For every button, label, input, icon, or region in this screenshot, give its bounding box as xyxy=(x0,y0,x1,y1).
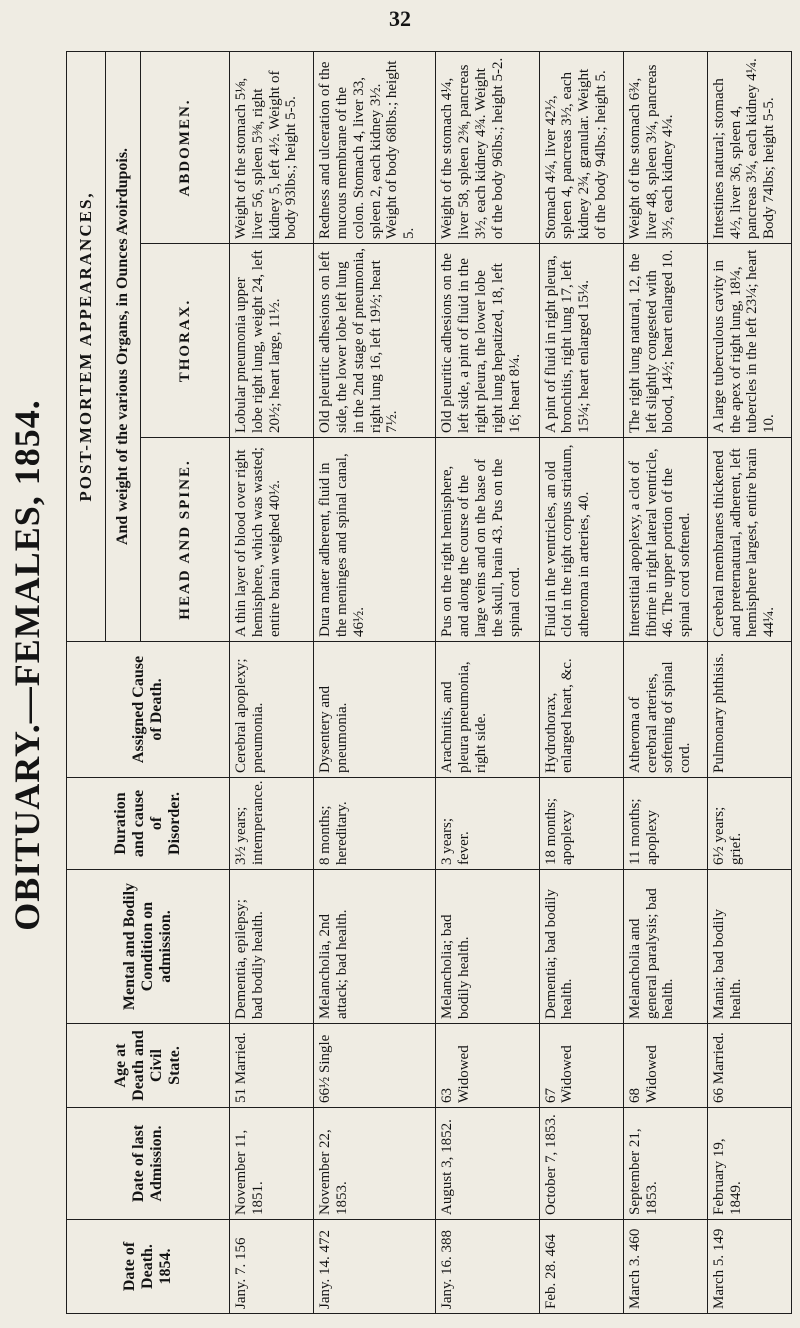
cell-death-date: Jany. 14. 472 xyxy=(314,1220,436,1314)
cell-abdomen: Weight of the stomach 6¾, liver 48, spleen 3¼, pancreas 3½, each kidney 4¼. xyxy=(623,51,707,243)
page-number: 32 xyxy=(389,6,411,31)
cell-age-civil-state: 66½ Single xyxy=(314,1024,436,1108)
table-row xyxy=(230,51,314,1313)
obituary-table-container xyxy=(66,52,792,1314)
cell-cause-of-death: Arachnitis, and pleura pneumonia, right side. xyxy=(436,642,539,778)
col-header-cause: Assigned Cause of Death. xyxy=(67,642,230,778)
cell-death-date: March 5. 149 xyxy=(707,1220,791,1314)
col-header-postmortem: POST-MORTEM APPEARANCES, xyxy=(67,51,106,641)
table-row xyxy=(539,51,623,1313)
cell-abdomen: Intestines natural; stomach 4½, liver 36, spleen 4, pancreas 3¼, each kidney 4¼. Body 74lbs; height 5-5. xyxy=(707,51,791,243)
cell-death-date: Feb. 28. 464 xyxy=(539,1220,623,1314)
cell-head-spine: Dura mater adherent, fluid in the meninges and spinal canal, 46½. xyxy=(314,438,436,642)
col-header-head-spine: HEAD AND SPINE. xyxy=(141,438,230,642)
cell-abdomen: Weight of the stomach 4¼, liver 58, spleen 2⅜, pancreas 3½, each kidney 4¾. Weight of the body 96lbs.; height 5-2. xyxy=(436,51,539,243)
cell-mental-condition: Dementia, epilepsy; bad bodily health. xyxy=(230,870,314,1024)
col-header-thorax: THORAX. xyxy=(141,244,230,438)
cell-cause-of-death: Cerebral apoplexy; pneumonia. xyxy=(230,642,314,778)
table-row xyxy=(314,51,436,1313)
col-header-death: Date of Death. 1854. xyxy=(67,1220,230,1314)
cell-thorax: A pint of fluid in right pleura, bronchitis, right lung 17, left 15¼; heart enlarged 15¼. xyxy=(539,244,623,438)
cell-mental-condition: Mania; bad bodily health. xyxy=(707,870,791,1024)
table-row xyxy=(623,51,707,1313)
table-row xyxy=(436,51,539,1313)
cell-age-civil-state: 66 Married. xyxy=(707,1024,791,1108)
cell-head-spine: Fluid in the ventricles, an old clot in the right corpus striatum, atheroma in arteries, 40. xyxy=(539,438,623,642)
cell-thorax: Old pleuritic adhesions on left side, the lower lobe left lung in the 2nd stage of pneumonia, right lung 16, left 19½; heart 7½. xyxy=(314,244,436,438)
cell-death-date: Jany. 16. 388 xyxy=(436,1220,539,1314)
cell-age-civil-state: 63 Widowed xyxy=(436,1024,539,1108)
cell-head-spine: Interstitial apoplexy, a clot of fibrine in right lateral ventricle, 46. The upper portion of the spinal cord softened. xyxy=(623,438,707,642)
cell-thorax: The right lung natural, 12, the left slightly congested with blood, 14½; heart enlarged 10. xyxy=(623,244,707,438)
obituary-table xyxy=(66,51,792,1314)
cell-mental-condition: Melancholia; bad bodily health. xyxy=(436,870,539,1024)
col-header-admission: Date of last Admission. xyxy=(67,1108,230,1220)
cell-admission-date: February 19, 1849. xyxy=(707,1108,791,1220)
cell-admission-date: August 3, 1852. xyxy=(436,1108,539,1220)
col-header-mental: Mental and Bodily Condition on admission. xyxy=(67,870,230,1024)
cell-thorax: Lobular pneumonia upper lobe right lung, weight 24, left 20½; heart large, 11½. xyxy=(230,244,314,438)
page-title: OBITUARY.—FEMALES, 1854. xyxy=(7,399,47,931)
cell-admission-date: September 21, 1853. xyxy=(623,1108,707,1220)
cell-abdomen: Weight of the stomach 5⅛, liver 56, spleen 5⅜, right kidney 5, left 4½. Weight of body 93lbs.; height 5-5. xyxy=(230,51,314,243)
cell-duration: 6½ years; grief. xyxy=(707,778,791,870)
cell-head-spine: Cerebral membranes thickened and preternatural, adherent, left hemisphere largest, entire brain 44¼. xyxy=(707,438,791,642)
cell-death-date: Jany. 7. 156 xyxy=(230,1220,314,1314)
cell-cause-of-death: Hydrothorax, enlarged heart, &c. xyxy=(539,642,623,778)
cell-head-spine: A thin layer of blood over right hemisphere, which was wasted; entire brain weighed 40½. xyxy=(230,438,314,642)
cell-duration: 8 months; hereditary. xyxy=(314,778,436,870)
cell-thorax: A large tuberculous cavity in the apex of right lung, 18¼, tubercles in the left 23¼; heart 10. xyxy=(707,244,791,438)
cell-admission-date: November 22, 1853. xyxy=(314,1108,436,1220)
cell-cause-of-death: Dysentery and pneumonia. xyxy=(314,642,436,778)
cell-head-spine: Pus on the right hemisphere, and along the course of the large veins and on the base of the skull, brain 43. Pus on the spinal cord. xyxy=(436,438,539,642)
cell-thorax: Old pleuritic adhesions on the left side, a pint of fluid in the right pleura, the lower lobe right lung hepatized, 18, left 16; heart 8¼. xyxy=(436,244,539,438)
col-header-age: Age at Death and Civil State. xyxy=(67,1024,230,1108)
cell-mental-condition: Melancholia, 2nd attack; bad health. xyxy=(314,870,436,1024)
cell-cause-of-death: Atheroma of cerebral arteries, softening of spinal cord. xyxy=(623,642,707,778)
table-row xyxy=(707,51,791,1313)
col-header-abdomen: ABDOMEN. xyxy=(141,51,230,243)
cell-abdomen: Stomach 4¼, liver 42½, spleen 4, pancreas 3½, each kidney 2¾, granular. Weight of the body 94lbs.; height 5. xyxy=(539,51,623,243)
cell-duration: 18 months; apoplexy xyxy=(539,778,623,870)
cell-duration: 3½ years; intemperance. xyxy=(230,778,314,870)
cell-admission-date: November 11, 1851. xyxy=(230,1108,314,1220)
col-header-duration: Duration and cause of Disorder. xyxy=(67,778,230,870)
cell-mental-condition: Melancholia and general paralysis; bad health. xyxy=(623,870,707,1024)
cell-admission-date: October 7, 1853. xyxy=(539,1108,623,1220)
cell-duration: 3 years; fever. xyxy=(436,778,539,870)
col-header-postmortem-sub: And weight of the various Organs, in Ounces Avoirdupois. xyxy=(106,51,141,641)
cell-age-civil-state: 51 Married. xyxy=(230,1024,314,1108)
cell-duration: 11 months; apoplexy xyxy=(623,778,707,870)
cell-cause-of-death: Pulmonary phthisis. xyxy=(707,642,791,778)
cell-mental-condition: Dementia; bad bodily health. xyxy=(539,870,623,1024)
cell-abdomen: Redness and ulceration of the mucous membrane of the colon. Stomach 4, liver 33, spleen 2, each kidney 3½. Weight of body 68lbs.; height 5. xyxy=(314,51,436,243)
cell-age-civil-state: 67 Widowed xyxy=(539,1024,623,1108)
cell-death-date: March 3. 460 xyxy=(623,1220,707,1314)
cell-age-civil-state: 68 Widowed xyxy=(623,1024,707,1108)
